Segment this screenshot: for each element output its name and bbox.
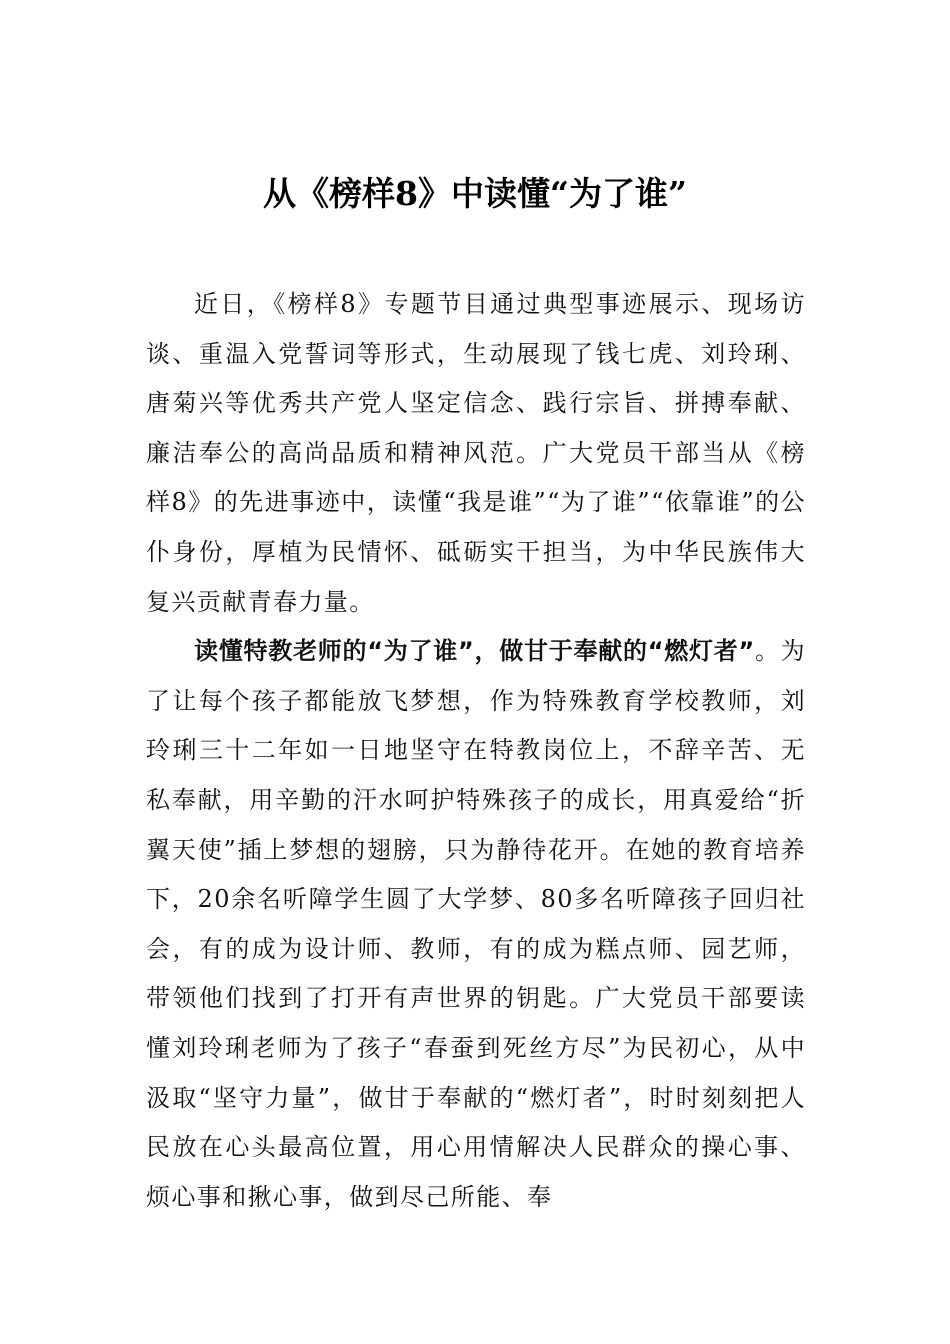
paragraph-teacher-body: 。为了让每个孩子都能放飞梦想，作为特殊教育学校教师，刘玲琍三十二年如一日地坚守在特教岗位上，不辞辛苦、无私奉献，用辛勤的汗水呵护特殊孩子的成长，用真爱给“折翼天使”插上梦想的翅膀，只为静待花开。在她的教育培养下，20余名听障学生圆了大学梦、80多名听障孩子回归社会，有的成为设计师、教师，有的成为糕点师、园艺师，带领他们找到了打开有声世界的钥匙。广大党员干部要读懂刘玲琍老师为了孩子“春蚕到死丝方尽”为民初心，从中汲取“坚守力量”，做甘于奉献的“燃灯者”，时时刻刻把人民放在心头最高位置，用心用情解决人民群众的操心事、烦心事和揪心事，做到尽己所能、奉	[146, 637, 806, 1211]
paragraph-intro: 近日，《榜样8》专题节目通过典型事迹展示、现场访谈、重温入党誓词等形式，生动展现了钱七虎、刘玲琍、唐菊兴等优秀共产党人坚定信念、践行宗旨、拼搏奉献、廉洁奉公的高尚品质和精神风范。广大党员干部当从《榜样8》的先进事迹中，读懂“我是谁”“为了谁”“依靠谁”的公仆身份，厚植为民情怀、砥砺实干担当，为中华民族伟大复兴贡献青春力量。	[146, 290, 806, 616]
paragraph-lead-heading: 读懂特教老师的“为了谁”，做甘于奉献的“燃灯者”	[194, 637, 755, 666]
paragraph-teacher	[146, 627, 806, 1222]
document-title: 从《榜样8》中读懂“为了谁”	[263, 174, 687, 213]
document-body	[146, 280, 806, 1222]
